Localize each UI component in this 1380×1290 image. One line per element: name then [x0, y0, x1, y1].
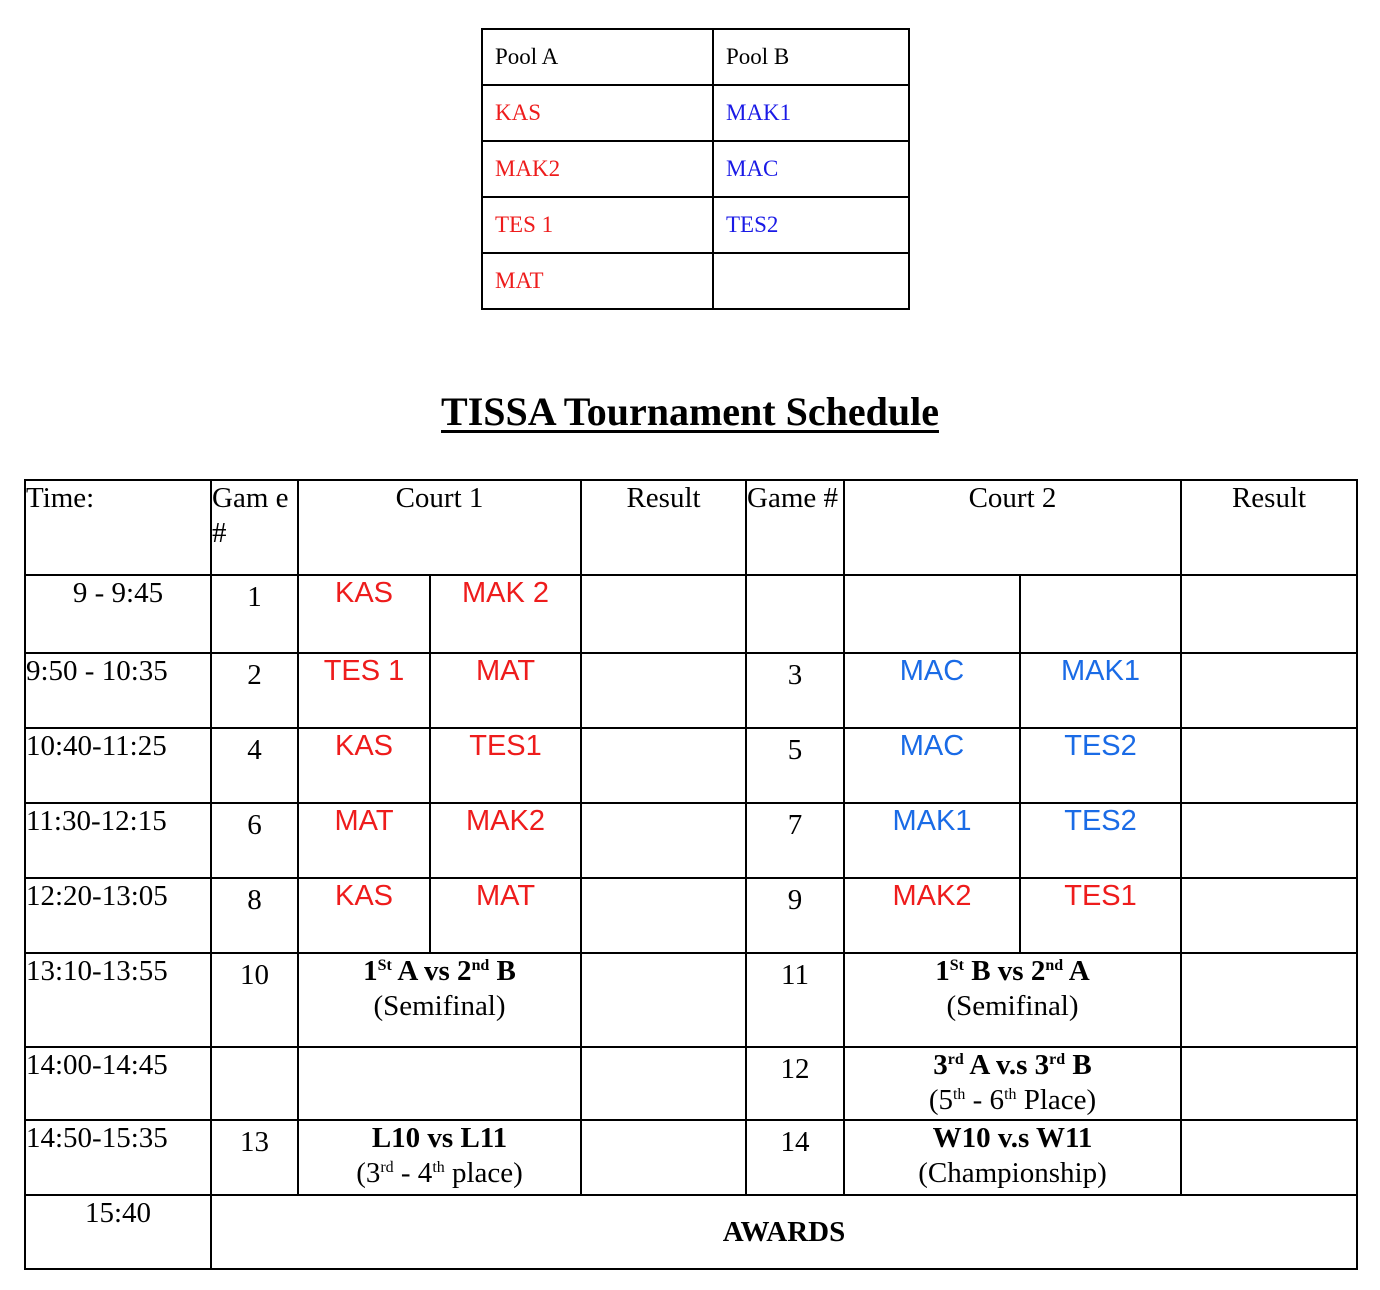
court-2-team-b: MAK1 [1020, 653, 1181, 728]
pool-b-team: TES2 [713, 197, 909, 253]
court-2-championship [844, 1120, 1181, 1195]
result-cell [581, 653, 746, 728]
pools-row [482, 253, 909, 309]
championship-label: (Championship) [918, 1156, 1107, 1189]
pool-a-header: Pool A [482, 29, 713, 85]
court-2-team-a: MAC [844, 728, 1020, 803]
court-1-semifinal [298, 953, 581, 1047]
result-cell [1181, 1047, 1357, 1120]
game-number: 4 [211, 728, 298, 803]
result-cell [1181, 1120, 1357, 1195]
schedule-header-row [25, 480, 1357, 575]
final-row [25, 1120, 1357, 1195]
time-slot: 14:00-14:45 [25, 1047, 211, 1120]
court-2-placement [844, 1047, 1181, 1120]
court-1-team-a: TES 1 [298, 653, 430, 728]
court-2-team-b: TES1 [1020, 878, 1181, 953]
pool-a-team: MAK2 [482, 141, 713, 197]
court-1-team-b: MAK2 [430, 803, 581, 878]
court-2-header: Court 2 [844, 480, 1181, 575]
time-slot: 9 - 9:45 [25, 575, 211, 653]
court-2-team-a: MAC [844, 653, 1020, 728]
time-slot: 15:40 [25, 1195, 211, 1269]
pool-b-header: Pool B [713, 29, 909, 85]
result-cell [1181, 575, 1357, 653]
game-number: 8 [211, 878, 298, 953]
time-slot: 13:10-13:55 [25, 953, 211, 1047]
result-cell [1181, 653, 1357, 728]
game-number: 13 [211, 1120, 298, 1195]
result-cell [581, 728, 746, 803]
court-1-team-a: MAT [298, 803, 430, 878]
schedule-row [25, 575, 1357, 653]
game-number: 6 [211, 803, 298, 878]
page-title: TISSA Tournament Schedule [441, 389, 939, 434]
placement-label: (5th - 6th Place) [928, 1083, 1097, 1116]
game-number: 3 [746, 653, 844, 728]
pool-a-team: KAS [482, 85, 713, 141]
game-number: 5 [746, 728, 844, 803]
court-2-team-b: TES2 [1020, 803, 1181, 878]
placement-row [25, 1047, 1357, 1120]
pools-header-row [482, 29, 909, 85]
result-cell [1181, 728, 1357, 803]
schedule-row [25, 803, 1357, 878]
court-2-team-a: MAK1 [844, 803, 1020, 878]
game-number: 1 [211, 575, 298, 653]
third-place-matchup: L10 vs L11 [371, 1122, 508, 1154]
schedule-table [24, 479, 1358, 1270]
pools-row [482, 141, 909, 197]
semifinal-label: (Semifinal) [946, 989, 1079, 1022]
game-number [211, 1047, 298, 1120]
court-2-semifinal [844, 953, 1181, 1047]
result-cell [581, 1120, 746, 1195]
pools-row [482, 85, 909, 141]
game-number: 12 [746, 1047, 844, 1120]
court-1-team-a: KAS [298, 575, 430, 653]
result-header-1: Result [581, 480, 746, 575]
game-number: 14 [746, 1120, 844, 1195]
result-cell [1181, 803, 1357, 878]
game-number: 11 [746, 953, 844, 1047]
time-slot: 11:30-12:15 [25, 803, 211, 878]
game-number: 10 [211, 953, 298, 1047]
semifinal-row [25, 953, 1357, 1047]
pool-a-team: MAT [482, 253, 713, 309]
time-header: Time: [25, 480, 211, 575]
game-number-header-2: Game # [746, 480, 844, 575]
court-2-team-b [1020, 575, 1181, 653]
pools-table [481, 28, 910, 310]
game-number: 2 [211, 653, 298, 728]
time-slot: 10:40-11:25 [25, 728, 211, 803]
time-slot: 9:50 - 10:35 [25, 653, 211, 728]
court-1-team-a: KAS [298, 878, 430, 953]
schedule-row [25, 653, 1357, 728]
result-cell [581, 953, 746, 1047]
pools-row [482, 197, 909, 253]
semifinal-label: (Semifinal) [373, 989, 506, 1022]
court-1-team-b: MAK 2 [430, 575, 581, 653]
court-2-team-a [844, 575, 1020, 653]
result-cell [581, 878, 746, 953]
result-header-2: Result [1181, 480, 1357, 575]
result-cell [1181, 878, 1357, 953]
court-1-third-place [298, 1120, 581, 1195]
court-1-team-b: MAT [430, 653, 581, 728]
semifinal-matchup: 1St A vs 2nd B [363, 955, 516, 987]
result-cell [581, 575, 746, 653]
pool-b-team [713, 253, 909, 309]
third-place-label: (3rd - 4th place) [356, 1156, 523, 1189]
championship-matchup: W10 v.s W11 [932, 1122, 1093, 1154]
pool-a-team: TES 1 [482, 197, 713, 253]
court-1-header: Court 1 [298, 480, 581, 575]
game-number [746, 575, 844, 653]
game-number: 7 [746, 803, 844, 878]
result-cell [1181, 953, 1357, 1047]
awards-label: AWARDS [211, 1195, 1357, 1269]
pool-b-team: MAC [713, 141, 909, 197]
court-2-team-b: TES2 [1020, 728, 1181, 803]
game-number: 9 [746, 878, 844, 953]
result-cell [581, 803, 746, 878]
awards-row [25, 1195, 1357, 1269]
court-1-team-b: TES1 [430, 728, 581, 803]
schedule-row [25, 728, 1357, 803]
court-2-team-a: MAK2 [844, 878, 1020, 953]
court-1-empty [298, 1047, 581, 1120]
semifinal-matchup: 1St B vs 2nd A [935, 955, 1090, 987]
time-slot: 14:50-15:35 [25, 1120, 211, 1195]
time-slot: 12:20-13:05 [25, 878, 211, 953]
court-1-team-b: MAT [430, 878, 581, 953]
placement-matchup: 3rd A v.s 3rd B [933, 1049, 1092, 1081]
game-number-header-1: Gam e # [211, 480, 298, 575]
schedule-row [25, 878, 1357, 953]
result-cell [581, 1047, 746, 1120]
court-1-team-a: KAS [298, 728, 430, 803]
pool-b-team: MAK1 [713, 85, 909, 141]
